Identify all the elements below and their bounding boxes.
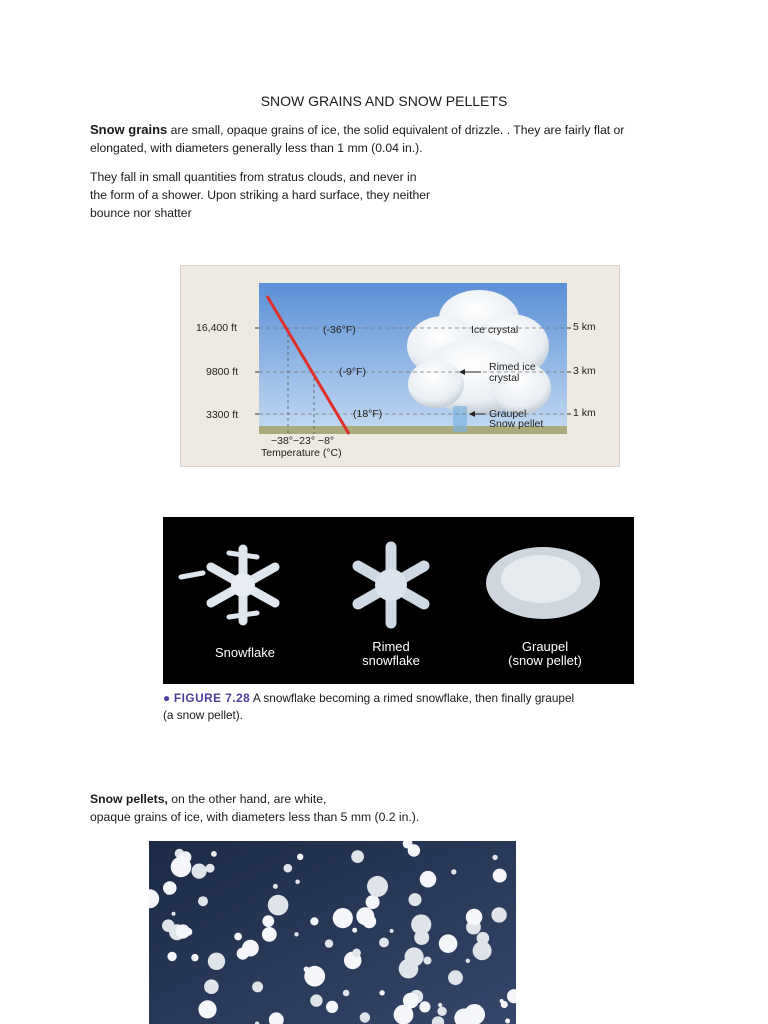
snow-pellet (198, 1000, 216, 1018)
temp-f-3: (18°F) (353, 408, 383, 420)
snow-pellet (304, 967, 310, 973)
page-title: SNOW GRAINS AND SNOW PELLETS (260, 93, 508, 109)
snow-pellet (491, 907, 506, 922)
snowflake-svg (163, 517, 634, 684)
x-ticks: −38°−23° −8° (271, 435, 335, 447)
para1-line2: elongated, with diameters generally less than 1 mm (0.04 in.). (90, 141, 423, 155)
snow-pellet (379, 938, 389, 948)
caption-text: A snowflake becoming a rimed snowflake, then finally graupel (250, 691, 575, 705)
snow-pellet (351, 850, 364, 863)
snow-pellet (501, 1001, 508, 1008)
snow-pellet (268, 895, 289, 916)
snow-pellet (206, 864, 215, 873)
alt-km-1: 5 km (573, 321, 596, 333)
snow-pellet (493, 869, 507, 883)
snow-pellets-photo-svg (149, 841, 516, 1024)
snowflake-panel-figure (163, 517, 634, 684)
label-rimed-ice: Rimed ice (489, 361, 536, 373)
temp-f-2: (-9°F) (339, 366, 366, 378)
snowflake-icon (181, 549, 275, 621)
snow-pellet (325, 939, 333, 947)
snow-pellet (262, 927, 277, 942)
snow-grains-term: Snow grains (90, 122, 168, 137)
snow-pellet (420, 871, 437, 888)
para3-line2: opaque grains of ice, with diameters less than 5 mm (0.2 in.). (90, 810, 420, 824)
rimed-center (375, 569, 407, 601)
snow-pellet (451, 869, 456, 874)
snow-pellet (211, 851, 217, 857)
caption-label: FIGURE 7.28 (173, 691, 251, 705)
snow-pellet (180, 851, 192, 863)
snow-pellet (379, 990, 384, 995)
snow-pellet (204, 979, 219, 994)
snow-pellet (237, 948, 249, 960)
snow-pellet (208, 953, 225, 970)
snow-pellet (367, 876, 388, 897)
snow-pellet (448, 970, 463, 985)
label-crystal: crystal (489, 372, 520, 384)
label-snow-pellet2: (snow pellet) (508, 653, 582, 668)
snow-pellet (414, 930, 429, 945)
label-ice-crystal: Ice crystal (471, 324, 519, 336)
snow-pellet (262, 915, 274, 927)
snow-pellet (198, 896, 208, 906)
snow-pellet (284, 864, 293, 873)
snow-pellet (352, 949, 361, 958)
alt-km-2: 3 km (573, 365, 596, 377)
snow-pellet (191, 954, 198, 961)
label-graupel2: Graupel (521, 639, 569, 654)
snow-pellet (366, 895, 380, 909)
snow-pellet (273, 884, 278, 889)
label-graupel: Graupel (489, 408, 527, 420)
snow-pellet (176, 924, 190, 938)
snow-pellet (162, 919, 175, 932)
snow-pellet (439, 934, 458, 953)
snow-pellets-photo (149, 841, 516, 1024)
snow-pellet (167, 952, 176, 961)
snow-pellet (252, 981, 263, 992)
alt-ft-3: 3300 ft (206, 409, 239, 421)
figure-caption (163, 690, 633, 724)
snow-pellet (466, 959, 470, 963)
snow-pellet (343, 990, 350, 997)
snow-pellet (466, 909, 483, 926)
stratus-paragraph (90, 168, 430, 222)
snow-pellet (234, 933, 242, 941)
snow-pellet (310, 994, 322, 1006)
para3-line1: on the other hand, are white, (167, 792, 327, 806)
label-rimed: Rimed (372, 639, 410, 654)
caption-text2: (a snow pellet). (163, 708, 243, 722)
snow-pellet (297, 854, 303, 860)
snow-pellet (438, 1003, 442, 1007)
snow-pellet (295, 880, 300, 885)
temp-f-1: (-36°F) (323, 324, 356, 336)
diagram-svg (181, 266, 619, 466)
snow-pellet (333, 908, 353, 928)
snow-pellet (403, 993, 419, 1009)
para1-line1: are small, opaque grains of ice, the solid equivalent of drizzle. . They are fairly flat or (167, 123, 625, 137)
para2-line2: the form of a shower. Upon striking a hard surface, they neither (90, 188, 431, 202)
para2-line3: bounce nor shatter (90, 206, 192, 220)
alt-ft-2: 9800 ft (206, 366, 239, 378)
snow-pellets-paragraph (90, 790, 419, 826)
snow-pellet (326, 1001, 338, 1013)
snow-pellet (362, 915, 376, 929)
label-rimed-snowflake: snowflake (362, 653, 420, 668)
snow-grains-paragraph (90, 121, 624, 157)
snow-pellet (505, 1019, 510, 1024)
snow-pellet (172, 912, 176, 916)
snow-pellet (310, 917, 318, 925)
snow-pellet (409, 893, 422, 906)
snow-pellet (424, 957, 432, 965)
snow-pellet (405, 947, 424, 966)
snowflake-center (231, 573, 255, 597)
snow-pellet (360, 1012, 370, 1022)
x-axis-label: Temperature (°C) (261, 447, 342, 459)
alt-ft-1: 16,400 ft (196, 322, 237, 334)
snow-pellet (390, 929, 394, 933)
snow-pellet (294, 932, 298, 936)
snow-pellet (492, 855, 497, 860)
graupel-formation-diagram (180, 265, 620, 467)
caption-bullet: ● (163, 691, 171, 705)
label-snow-pellet: Snow pellet (489, 418, 544, 430)
snow-pellets-term: Snow pellets, (90, 792, 168, 806)
snow-pellet (419, 1001, 430, 1012)
snow-pellet (352, 928, 357, 933)
label-snowflake: Snowflake (215, 645, 275, 660)
snow-pellet (477, 932, 490, 945)
para2-line1: They fall in small quantities from stratus clouds, and never in (90, 170, 417, 184)
alt-km-3: 1 km (573, 407, 596, 419)
snow-pellet (192, 864, 207, 879)
snow-pellet (437, 1007, 446, 1016)
snow-pellet (163, 881, 177, 895)
